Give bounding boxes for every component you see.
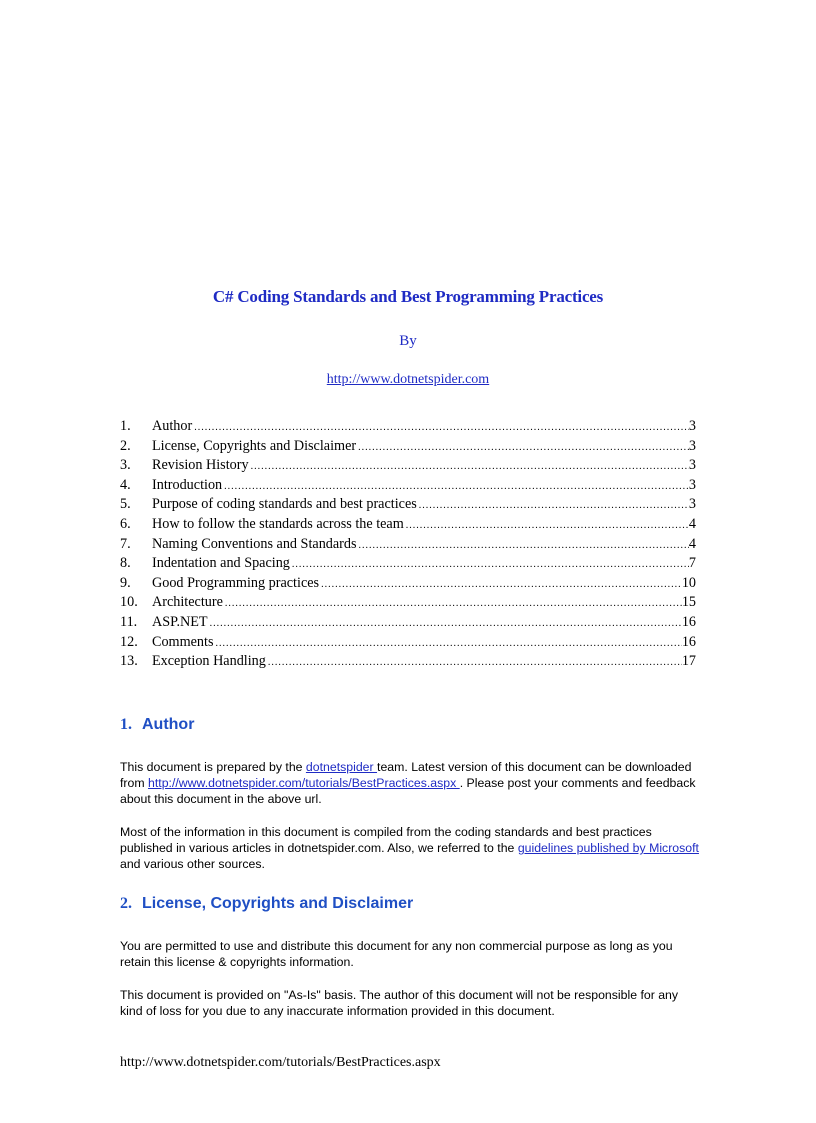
toc-title: Exception Handling [152,653,266,670]
toc-title: Revision History [152,457,249,474]
toc-page-number: 16 [681,633,696,650]
toc-number: 2. [120,437,131,454]
toc-page-number: 3 [688,437,696,454]
toc-number: 6. [120,515,131,532]
document-byline: By [399,333,417,349]
toc-number: 5. [120,496,131,513]
section-number: 1. [120,716,132,733]
toc-entry[interactable] [120,652,696,672]
toc-number: 3. [120,457,131,474]
toc-page-number: 3 [688,496,696,513]
toc-page-number: 7 [688,555,696,572]
document-title: C# Coding Standards and Best Programming Practices [212,287,604,306]
paragraph-text: This document is prepared by the [120,760,306,774]
toc-number: 8. [120,555,131,572]
toc-dot-leader [210,614,682,634]
toc-number: 12. [120,633,138,650]
section-title: License, Copyrights and Disclaimer [142,895,414,912]
toc-number: 9. [120,574,131,591]
toc-dot-leader [406,516,689,536]
toc-entry[interactable] [120,535,696,555]
toc-number: 7. [120,535,131,552]
toc-title: Author [152,418,193,434]
paragraph-text: team. Latest version of this document can be downloaded from [120,760,692,791]
license-paragraph-2: This document is provided on "As-Is" basis. The author of this document will not be responsible for any kind of loss for you due to any inaccurate information provided in this document. [120,988,679,1019]
dotnetspider-link[interactable]: dotnetspider [305,760,378,774]
paragraph-text: and various other sources. [120,857,265,872]
toc-title: Introduction [152,476,223,493]
toc-dot-leader [224,477,689,497]
toc-dot-leader [251,457,689,477]
toc-number: 13. [120,653,138,670]
toc-dot-leader [194,418,689,438]
section-title: Author [142,716,195,733]
best-practices-link[interactable]: http://www.dotnetspider.com/tutorials/BestPractices.aspx [148,776,460,791]
section-number: 2. [120,895,132,912]
toc-page-number: 17 [681,653,696,670]
license-paragraph-1: You are permitted to use and distribute this document for any non commercial purpose as long as you retain this license & copyrights information. [120,939,673,970]
toc-title: Indentation and Spacing [152,555,290,572]
toc-dot-leader [358,438,689,458]
toc-page-number: 15 [681,594,696,611]
table-of-contents [120,417,696,672]
toc-title: How to follow the standards across the team [152,515,404,532]
paragraph-text: . Please post your comments and feedback about this document in the above url. [120,776,696,807]
toc-page-number: 4 [688,535,696,552]
toc-title: Comments [152,633,214,650]
toc-entry[interactable] [120,554,696,574]
author-paragraph-2 [120,824,700,873]
document-url-link[interactable]: http://www.dotnetspider.com [326,372,490,387]
section-heading-author [120,716,194,734]
document-url-line [0,372,816,388]
paragraph-text: Most of the information in this document is compiled from the coding standards and best practices published in various articles in dotnetspider.com. Also, we referred to the [120,825,652,856]
toc-entry[interactable] [120,437,696,457]
toc-dot-leader [292,555,689,575]
toc-page-number: 4 [688,515,696,532]
toc-entry[interactable] [120,574,696,594]
toc-title: Good Programming practices [152,574,320,591]
toc-dot-leader [225,594,682,614]
toc-page-number: 3 [688,418,696,434]
toc-entry[interactable] [120,613,696,633]
toc-dot-leader [321,575,682,595]
toc-page-number: 16 [681,613,696,630]
toc-dot-leader [215,634,681,654]
toc-dot-leader [359,536,689,556]
toc-page-number: 3 [688,457,696,474]
page-footer-url: http://www.dotnetspider.com/tutorials/BestPractices.aspx [120,1055,441,1070]
toc-page-number: 10 [681,574,696,591]
toc-entry[interactable] [120,593,696,613]
toc-dot-leader [268,653,682,673]
toc-entry[interactable] [120,633,696,653]
toc-number: 1. [120,418,131,434]
toc-entry[interactable] [120,417,696,437]
toc-entry[interactable] [120,456,696,476]
toc-entry[interactable] [120,495,696,515]
toc-number: 10. [120,594,138,611]
section-heading-license [120,895,413,913]
toc-title: Purpose of coding standards and best practices [152,496,417,513]
toc-number: 4. [120,476,131,493]
toc-entry[interactable] [120,476,696,496]
toc-title: License, Copyrights and Disclaimer [152,437,357,454]
toc-title: Architecture [152,594,223,611]
toc-entry[interactable] [120,515,696,535]
toc-title: Naming Conventions and Standards [152,535,357,552]
author-paragraph-1 [120,759,700,808]
toc-dot-leader [419,496,689,516]
microsoft-guidelines-link[interactable]: guidelines published by Microsoft [517,841,699,856]
toc-page-number: 3 [688,476,696,493]
toc-title: ASP.NET [152,613,208,630]
toc-number: 11. [120,613,138,630]
